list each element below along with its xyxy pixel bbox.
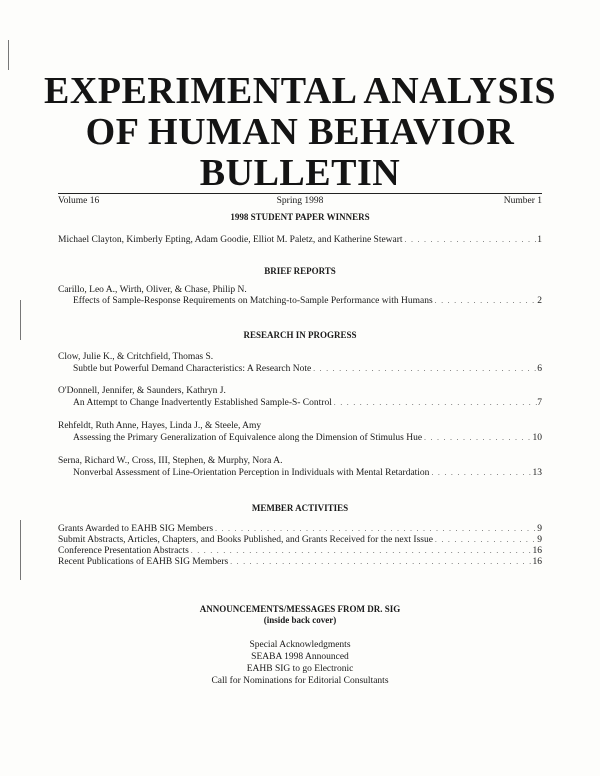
- member-activities-heading: MEMBER ACTIVITIES: [251, 503, 349, 513]
- leader-dots: [433, 535, 537, 546]
- toc-entry-student-winners: [58, 235, 542, 246]
- research-heading: RESEARCH IN PROGRESS: [243, 330, 357, 340]
- leader-dots: [332, 398, 537, 409]
- page-number: 10: [532, 433, 542, 443]
- volume-label: Volume 16: [58, 196, 100, 206]
- research-title: Nonverbal Assessment of Line-Orientation Perception in Individuals with Mental Retardation: [73, 468, 430, 478]
- leader-dots: [228, 557, 532, 568]
- leader-dots: [311, 364, 537, 375]
- announcement-item: Special Acknowledgments: [249, 640, 351, 650]
- leader-dots: [213, 524, 537, 535]
- announcements-heading: ANNOUNCEMENTS/MESSAGES FROM DR. SIG: [199, 604, 401, 614]
- research-title: Assessing the Primary Generalization of Equivalence along the Dimension of Stimulus Hue: [73, 433, 423, 443]
- toc-entry-research: [73, 398, 542, 409]
- toc-entry-member: [58, 546, 542, 557]
- page-number: 13: [532, 468, 542, 478]
- leader-dots: [429, 468, 532, 479]
- toc-entry-member: [58, 557, 542, 568]
- page-number: 16: [532, 557, 542, 567]
- leader-dots: [403, 235, 538, 246]
- announcement-item: SEABA 1998 Announced: [251, 652, 349, 662]
- scan-mark: [8, 40, 9, 70]
- toc-entry-research: [73, 364, 542, 375]
- announcement-item: Call for Nominations for Editorial Consultants: [211, 676, 389, 686]
- leader-dots: [422, 433, 532, 444]
- student-winners-heading: 1998 STUDENT PAPER WINNERS: [230, 212, 370, 222]
- journal-title-line-1: EXPERIMENTAL ANALYSIS: [43, 70, 557, 112]
- research-authors: O'Donnell, Jennifer, & Saunders, Kathryn J.: [58, 386, 226, 396]
- brief-reports-heading: BRIEF REPORTS: [264, 266, 336, 276]
- toc-entry-member: [58, 535, 542, 546]
- page-number: 9: [537, 535, 542, 545]
- page-number: 7: [537, 398, 542, 408]
- brief-report-authors: Carillo, Leo A., Wirth, Oliver, & Chase, Philip N.: [58, 285, 247, 295]
- scan-mark: [20, 520, 21, 580]
- toc-entry-research: [73, 468, 542, 479]
- page-number: 1: [537, 235, 542, 245]
- announcements-subheading: (inside back cover): [263, 615, 337, 625]
- journal-title-line-2: OF HUMAN BEHAVIOR: [85, 111, 515, 153]
- research-title: Subtle but Powerful Demand Characteristics: A Research Note: [73, 364, 312, 374]
- journal-title-line-3: BULLETIN: [199, 152, 401, 194]
- page-number: 16: [532, 546, 542, 556]
- brief-report-title: Effects of Sample-Response Requirements on Matching-to-Sample Performance with Humans: [73, 296, 433, 306]
- member-activity-label: Recent Publications of EAHB SIG Members: [58, 557, 229, 567]
- toc-entry-research: [73, 433, 542, 444]
- toc-entry-member: [58, 524, 542, 535]
- member-activity-label: Submit Abstracts, Articles, Chapters, and Books Published, and Grants Received for the next Issue: [58, 535, 433, 545]
- page-number: 2: [537, 296, 542, 306]
- member-activity-label: Grants Awarded to EAHB SIG Members: [58, 524, 214, 534]
- page-number: 6: [537, 364, 542, 374]
- student-winners-names: Michael Clayton, Kimberly Epting, Adam Goodie, Elliot M. Paletz, and Katherine Stewart: [58, 235, 403, 245]
- member-activity-label: Conference Presentation Abstracts: [58, 546, 189, 556]
- season-label: Spring 1998: [276, 196, 324, 206]
- research-title: An Attempt to Change Inadvertently Established Sample-S- Control: [73, 398, 332, 408]
- research-authors: Rehfeldt, Ruth Anne, Hayes, Linda J., & Steele, Amy: [58, 421, 262, 431]
- research-authors: Clow, Julie K., & Critchfield, Thomas S.: [58, 352, 214, 362]
- leader-dots: [433, 296, 538, 307]
- number-label: Number 1: [503, 196, 542, 206]
- announcement-item: EAHB SIG to go Electronic: [246, 664, 354, 674]
- toc-entry-brief-report: [73, 296, 542, 307]
- leader-dots: [189, 546, 533, 557]
- page-number: 9: [537, 524, 542, 534]
- research-authors: Serna, Richard W., Cross, III, Stephen, & Murphy, Nora A.: [58, 456, 283, 466]
- header-rule: [58, 193, 542, 194]
